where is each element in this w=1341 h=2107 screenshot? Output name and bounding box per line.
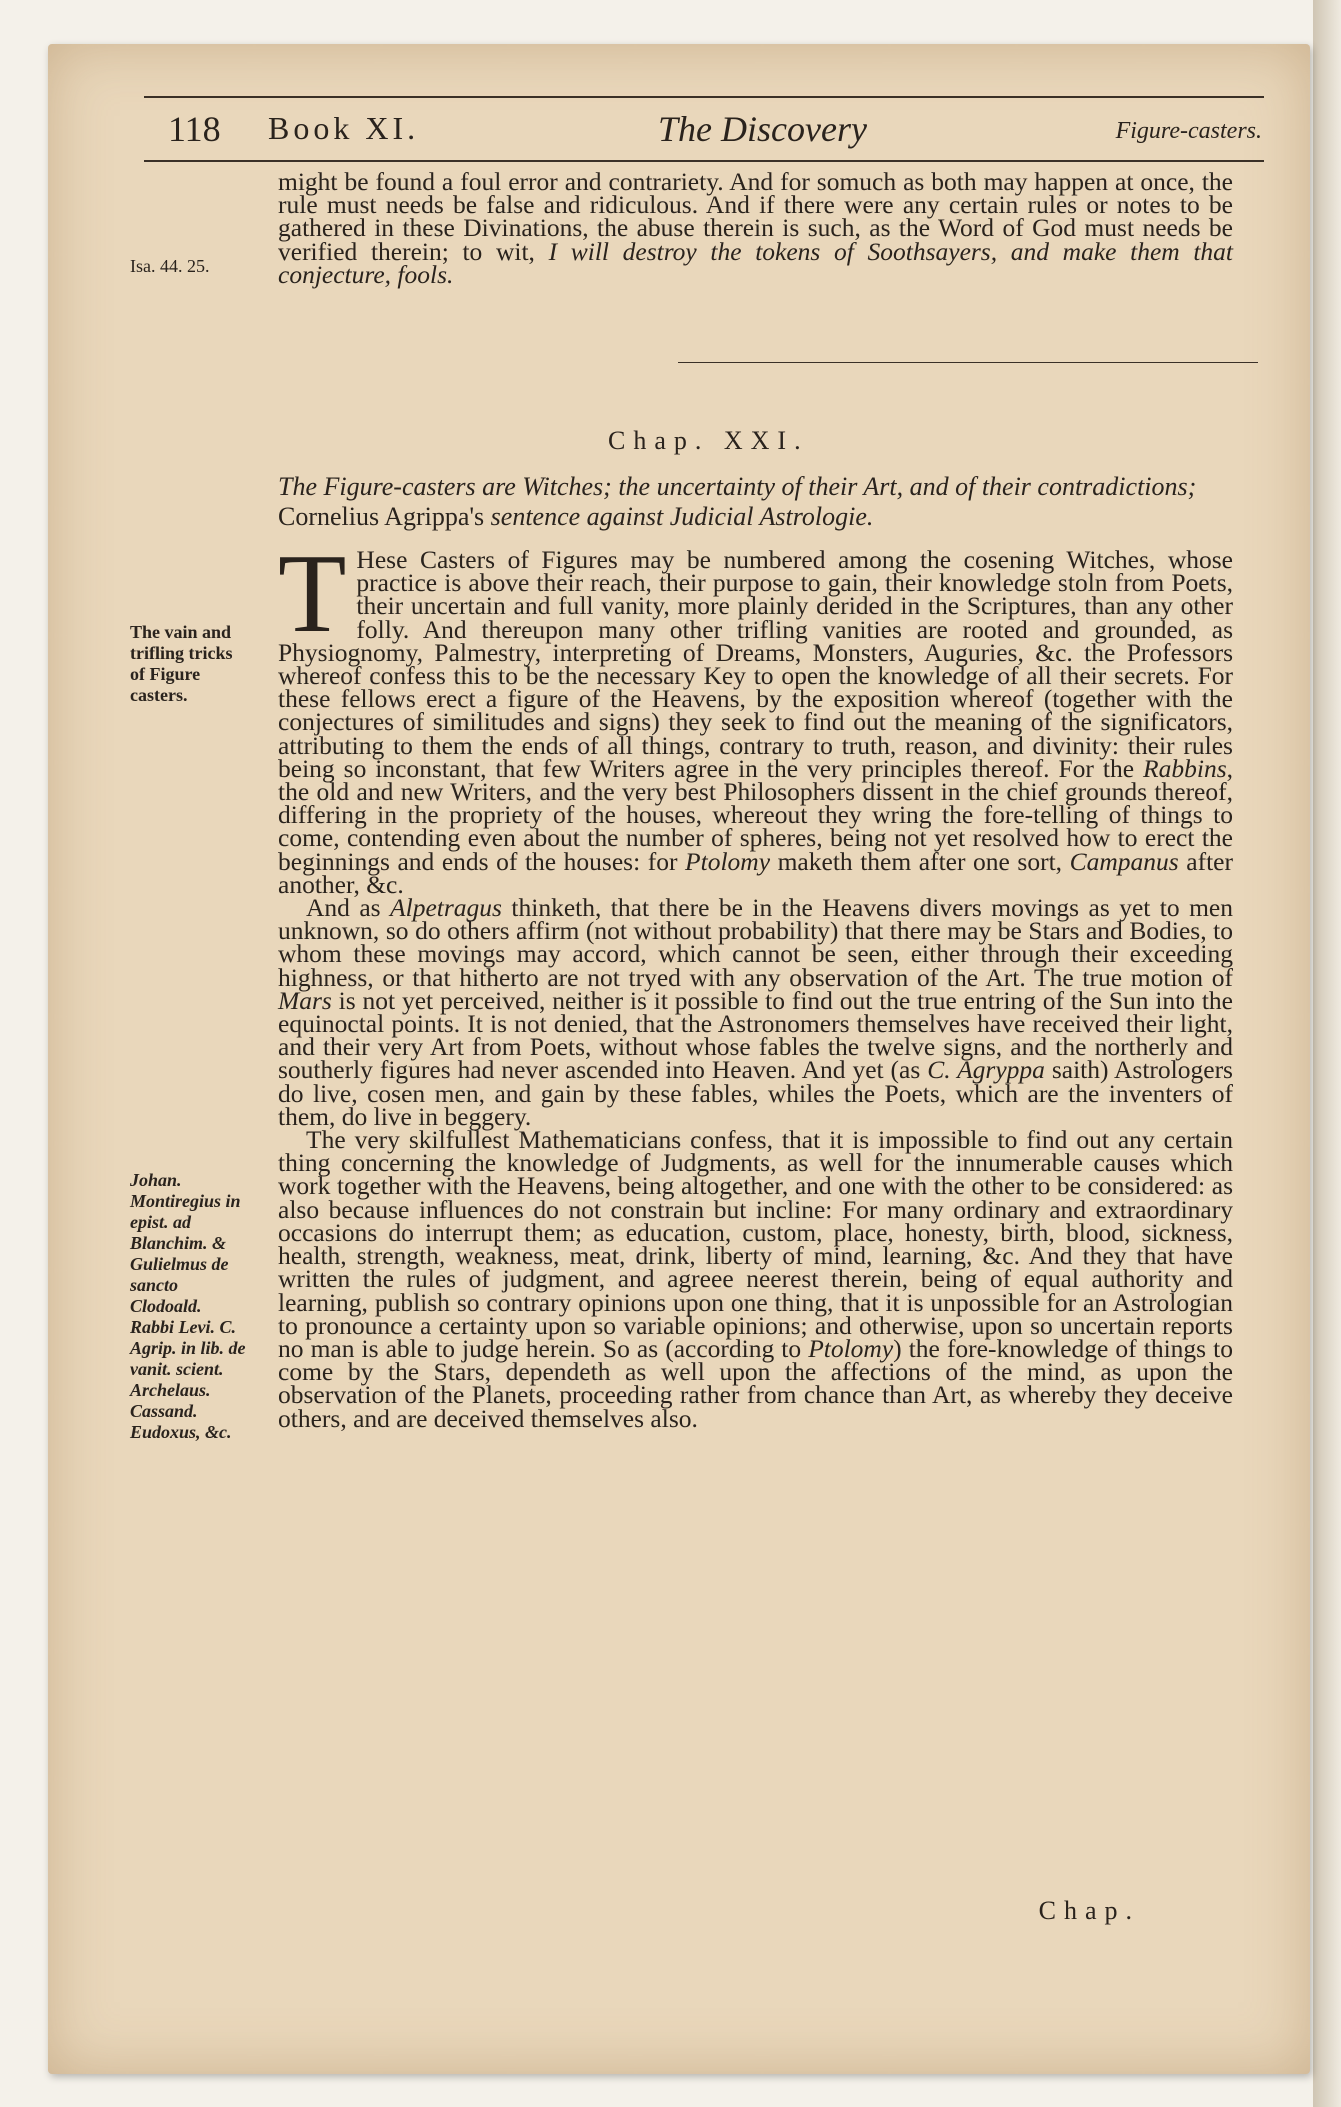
paragraph-3-text-a: The very skilfullest Mathematicians confess, that it is impossible to find out any certain thing concerning the knowledge of Judgments, as well for the innumerable causes which work together with the Heavens, being altogether, and one with the other to be considered: as also because influences do not constrain but incline: For many ordinary and extraordinary occasions do interrupt them; as education, custom, place, honesty, birth, blood, sickness, health, strength, weakness, meat, drink, liberty of mind, learning, &c. And they that have written the rules of judgment, and agreee neerest therein, being of equal authority and learning, publish so contrary opinions upon one thing, that it is unpossible for an Astrologian to pronounce a certainty upon so variable opinions; and otherwise, upon so uncertain reports no man is able to judge herein. So as (according to <box>278 1125 1233 1363</box>
book-label: Book XI. <box>268 110 420 146</box>
margin-note-vain-tricks: The vain and trifling tricks of Figure casters. <box>130 622 233 705</box>
paragraph-2-alpetragus: Alpetragus <box>390 893 502 923</box>
paragraph-2 <box>278 893 1233 1131</box>
paragraph-2-mars: Mars <box>278 985 332 1015</box>
main-text <box>278 532 1233 1433</box>
running-title: The Discovery <box>658 109 867 149</box>
adjacent-page-edge <box>1313 0 1341 2107</box>
summary-part-a: The Figure-casters are Witches; the uncertainty of their Art, and of their contradictions; <box>278 472 1197 501</box>
margin-note-isa: Isa. 44. 25. <box>130 256 210 276</box>
paragraph-1-rabbins: Rabbins <box>1143 753 1227 783</box>
chapter-heading: Chap. XXI. <box>608 426 809 455</box>
page-header <box>128 104 1268 154</box>
paragraph-1-campanus: Campanus <box>1069 846 1179 876</box>
top-paragraph <box>278 167 1233 289</box>
page-number: 118 <box>168 109 221 149</box>
top-paragraph-text: might be found a foul error and contrariety. And for somuch as both may happen at once, the rule must needs be false and ridiculous. And if there were any certain rules or notes to be gathered in these Divinations, the abuse therein is such, as the Word of God must needs be verified therein; to wit, <box>278 167 1233 266</box>
paragraph-1-text-a: Hese Casters of Figures may be numbered among the cosening Witches, whose practice is above their reach, their purpose to gain, their knowledge stoln from Poets, their uncertain and full vanity, more plainly derided in the Scriptures, than any other folly. And thereupon many other trifling vanities are rooted and grounded, as Physiognomy, Palmestry, interpreting of Dreams, Monsters, Auguries, &c. the Professors whereof confess this to be the necessary Key to open the knowledge of all their secrets. For these fellows erect a figure of the Heavens, by the exposition whereof (together with the conjectures of similitudes and signs) they seek to find out the meaning of the significators, attributing to them the ends of all things, contrary to truth, reason, and divinity: their rules being so inconstant, that few Writers agree in the very principles thereof. For the <box>278 545 1233 783</box>
paragraph-1-text-d: after another, &c. <box>278 846 1233 899</box>
running-head: Figure-casters. <box>1115 118 1262 144</box>
chapter-summary <box>278 472 1233 532</box>
catchword: Chap. <box>1038 1896 1140 1925</box>
paragraph-1-text-b: , the old and new Writers, and the very best Philosophers dissent in the chief grounds thereof, differing in the propriety of the houses, whereout they wring the fore-telling of things to come, contending even about the number of spheres, being not yet resolved how to erect the beginnings and ends of the houses: for <box>278 753 1233 876</box>
section-rule <box>678 362 1258 363</box>
paragraph-1-text-c: maketh them after one sort, <box>770 846 1070 876</box>
margin-note-references: Johan. Montiregius in epist. ad Blanchim. & Gulielmus de sancto Clodoald. Rabbi Levi. C. Agrip. in lib. de vanit. scient. Archelaus. Cassand. Eudoxus, &c. <box>130 1170 246 1442</box>
header-rule-bottom <box>144 160 1264 162</box>
summary-part-b: Cornelius Agrippa's <box>278 502 491 531</box>
paragraph-2-text-c: is not yet perceived, neither is it possible to find out the true entring of the Sun into the equinoctal points. It is not denied, that the Astronomers themselves have received their light, and their very Art from Poets, without whose fables the twelve signs, and the northerly and southerly figures had never ascended into Heaven. And yet (as <box>278 985 1233 1085</box>
paragraph-3-ptolomy: Ptolomy <box>808 1333 894 1363</box>
summary-part-c: sentence against Judicial Astrologie. <box>490 502 874 531</box>
paragraph-3 <box>278 1125 1233 1433</box>
header-rule-top <box>144 96 1264 98</box>
paragraph-3-text-b: ) the fore-knowledge of things to come by the Stars, dependeth as well upon the affections of the mind, as upon the observation of the Planets, proceeding rather from chance than Art, as whereby they deceive others, and are deceived themselves also. <box>278 1333 1233 1433</box>
paragraph-1-ptolomy: Ptolomy <box>685 846 771 876</box>
drop-cap: T <box>278 532 347 656</box>
paragraph-2-text-d: saith) Astrologers do live, cosen men, and gain by these fables, whiles the Poets, which are the inventers of them, do live in beggery. <box>278 1055 1233 1131</box>
paragraph-2-text-a: And as <box>306 893 391 923</box>
paragraph-2-agryppa: C. Agryppa <box>927 1055 1045 1085</box>
book-page <box>48 44 1310 2074</box>
top-paragraph-quote: I will destroy the tokens of Soothsayers, and make them that conjecture, fools. <box>278 236 1233 289</box>
paragraph-2-text-b: thinketh, that there be in the Heavens divers movings as yet to men unknown, so do others affirm (not without probability) that there may be Stars and Bodies, to whom these movings may accord, which cannot be seen, either through their exceeding highness, or that hitherto are not tryed with any observation of the Art. The true motion of <box>278 893 1233 992</box>
paragraph-1 <box>278 532 1233 899</box>
